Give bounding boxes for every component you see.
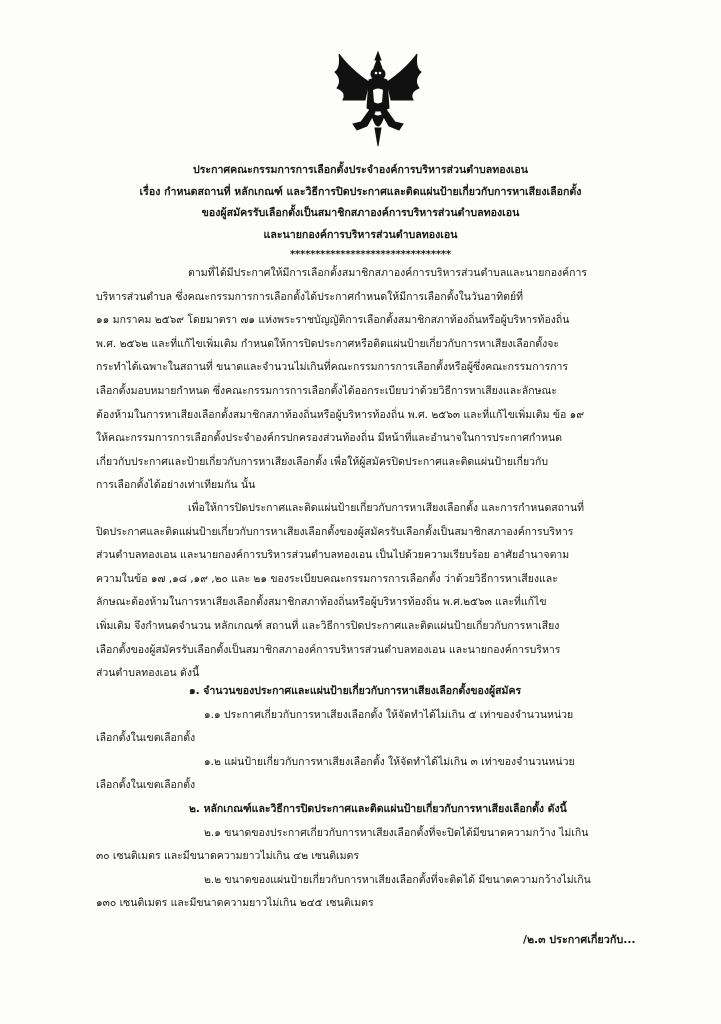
title-separator: ******************************** [290,249,451,260]
text-line: ส่วนตำบลทองเอน ดังนี้ [96,667,200,680]
purpose-paragraph [96,497,620,686]
text-line: ลักษณะต้องห้ามในการหาเสียงเลือกตั้งสมาชิกสภาท้องถิ่นหรือผู้บริหารท้องถิ่น พ.ศ.๒๕๖๓ และที่แก้ไข [96,596,547,609]
text-line: พ.ศ. ๒๕๖๒ และที่แก้ไขเพิ่มเติม กำหนดให้การปิดประกาศหรือติดแผ่นป้ายเกี่ยวกับการหาเสียงเลือกตั้งจะ [96,337,560,350]
title-line: ประกาศคณะกรรมการการเลือกตั้งประจำองค์การบริหารส่วนตำบลทองเอน [192,164,529,176]
section-2 [96,798,620,916]
intro-paragraph [96,262,620,498]
section-1-heading: ๑. จำนวนของประกาศและแผ่นป้ายเกี่ยวกับการหาเสียงเลือกตั้งของผู้สมัคร [189,685,522,697]
garuda-emblem-icon [331,50,425,150]
title-line: ของผู้สมัครรับเลือกตั้งเป็นสมาชิกสภาองค์การบริหารส่วนตำบลทองเอน [201,207,520,219]
section-1 [96,680,620,798]
item-2-2: ๒.๒ ขนาดของแผ่นป้ายเกี่ยวกับการหาเสียงเลือกตั้งที่จะติดได้ มีขนาดความกว้างไม่เกิน [204,873,591,886]
subject-line: เรื่อง กำหนดสถานที่ หลักเกณฑ์ และวิธีการปิดประกาศและติดแผ่นป้ายเกี่ยวกับการหาเสียงเลือกตั้ง [139,185,582,198]
item-1-1: ๑.๑ ประกาศเกี่ยวกับการหาเสียงเลือกตั้ง ให้จัดทำได้ไม่เกิน ๕ เท่าของจำนวนหน่วย [204,708,574,721]
announcement-title [120,160,601,246]
continuation-reference: /๒.๓ ประกาศเกี่ยวกับ... [523,933,636,946]
text-line: ตามที่ได้มีประกาศให้มีการเลือกตั้งสมาชิกสภาองค์การบริหารส่วนตำบลและนายกองค์การ [188,267,588,279]
title-line: และนายกองค์การบริหารส่วนตำบลทองเอน [263,228,458,241]
item-1-2: ๑.๒ แผ่นป้ายเกี่ยวกับการหาเสียงเลือกตั้ง ให้จัดทำได้ไม่เกิน ๓ เท่าของจำนวนหน่วย [204,755,575,768]
text-line: บริหารส่วนตำบล ซึ่งคณะกรรมการการเลือกตั้งได้ประกาศกำหนดให้มีการเลือกตั้งในวันอาทิตย์ที่ [96,290,524,303]
text-line: ต้องห้ามในการหาเสียงเลือกตั้งสมาชิกสภาท้องถิ่นหรือผู้บริหารท้องถิ่น พ.ศ. ๒๕๖๓ และที่แก้ไขเพิ่มเติม ข้อ ๑๙ [96,408,585,421]
text-line: ส่วนตำบลทองเอน และนายกองค์การบริหารส่วนตำบลทองเอน เป็นไปด้วยความเรียบร้อย อาศัยอำนาจตาม [96,549,570,562]
item-2-1: ๒.๑ ขนาดของประกาศเกี่ยวกับการหาเสียงเลือกตั้งที่จะปิดได้มีขนาดความกว้าง ไม่เกิน [204,826,589,839]
text-line: ๑๑ มกราคม ๒๕๖๙ โดยมาตรา ๗๑ แห่งพระราชบัญญัติการเลือกตั้งสมาชิกสภาท้องถิ่นหรือผู้บริหารท้องถิ่น [96,314,570,327]
item-2-2-cont: ๑๓๐ เซนติเมตร และมีขนาดความยาวไม่เกิน ๒๔๕ เซนติเมตร [96,897,374,910]
text-line: ปิดประกาศและติดแผ่นป้ายเกี่ยวกับการหาเสียงเลือกตั้งของผู้สมัครรับเลือกตั้งเป็นสมาชิกสภาองค์การบริหาร [96,525,574,538]
text-line: เลือกตั้งของผู้สมัครรับเลือกตั้งเป็นสมาชิกสภาองค์การบริหารส่วนตำบลทองเอน และนายกองค์การบริหาร [96,643,561,656]
text-line: กระทำได้เฉพาะในสถานที่ ขนาดและจำนวนไม่เกินที่คณะกรรมการการเลือกตั้งหรือผู้ซึ่งคณะกรรมการการ [96,361,569,374]
text-line: ให้คณะกรรมการการเลือกตั้งประจำองค์กรปกครองส่วนท้องถิ่น มีหน้าที่และอำนาจในการประกาศกำหนด [96,432,563,445]
text-line: เกี่ยวกับประกาศและป้ายเกี่ยวกับการหาเสียงเลือกตั้ง เพื่อให้ผู้สมัครปิดประกาศและติดแผ่นป้ายเกี่ยวกับ [96,455,549,468]
text-line: เลือกตั้งมอบหมายกำหนด ซึ่งคณะกรรมการการเลือกตั้งได้ออกระเบียบว่าด้วยวิธีการหาเสียงและลักษณะ [96,384,557,397]
item-1-1-cont: เลือกตั้งในเขตเลือกตั้ง [96,732,196,745]
text-line: การเลือกตั้งได้อย่างเท่าเทียมกัน นั้น [96,479,256,492]
text-line: ความในข้อ ๑๗ ,๑๘ ,๑๙ ,๒๐ และ ๒๑ ของระเบียบคณะกรรมการการเลือกตั้ง ว่าด้วยวิธีการหาเสียงและ [96,572,558,585]
item-2-1-cont: ๓๐ เซนติเมตร และมีขนาดความยาวไม่เกิน ๔๒ เซนติเมตร [96,850,360,863]
item-1-2-cont: เลือกตั้งในเขตเลือกตั้ง [96,779,196,792]
text-line: เพื่อให้การปิดประกาศและติดแผ่นป้ายเกี่ยวกับการหาเสียงเลือกตั้ง และการกำหนดสถานที่ [188,502,585,514]
section-2-heading: ๒. หลักเกณฑ์และวิธีการปิดประกาศและติดแผ่นป้ายเกี่ยวกับการหาเสียงเลือกตั้ง ดังนี้ [189,803,567,815]
text-line: เพิ่มเติม จึงกำหนดจำนวน หลักเกณฑ์ สถานที่ และวิธีการปิดประกาศและติดแผ่นป้ายเกี่ยวกับการหาเสียง [96,619,560,632]
